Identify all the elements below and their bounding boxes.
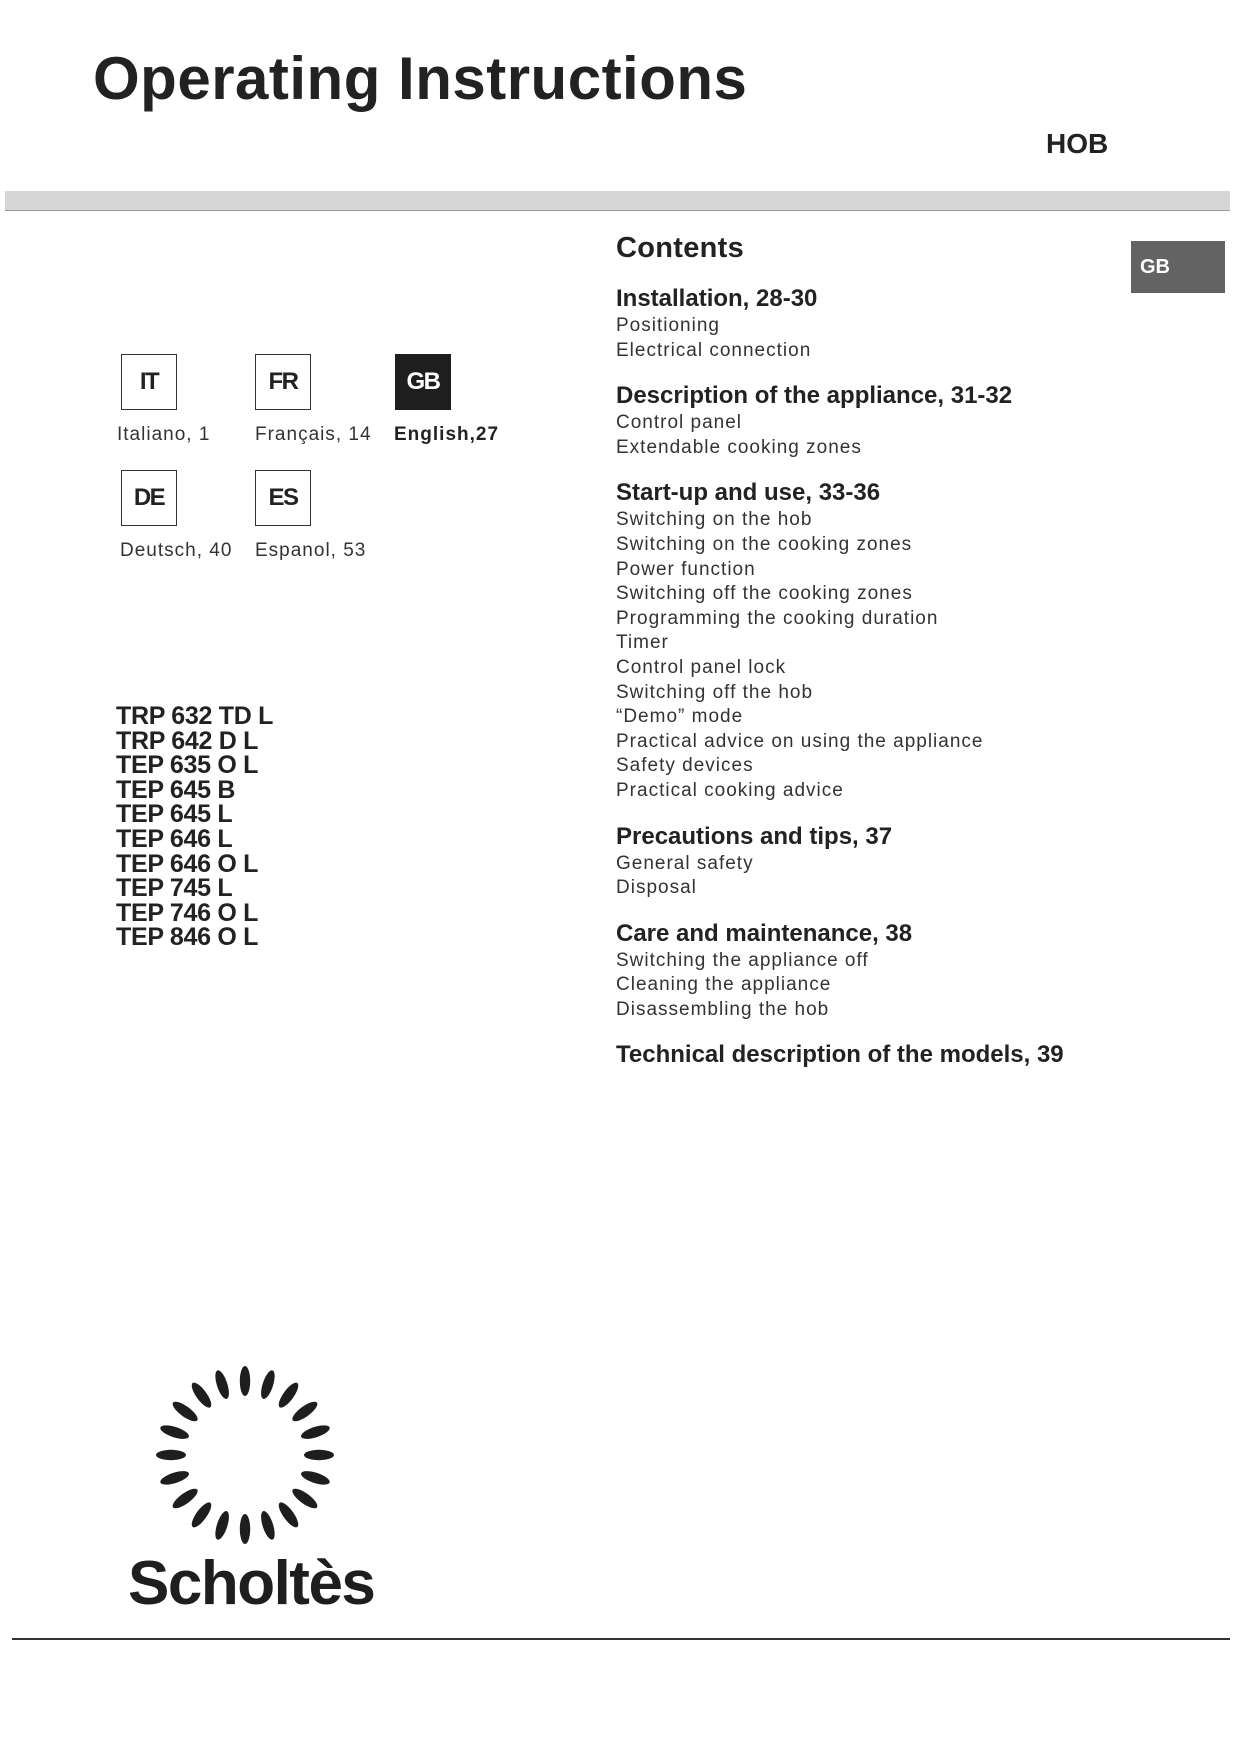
section-item: “Demo” mode [616, 706, 744, 728]
language-code-gb: GB [395, 354, 451, 410]
header-band [5, 191, 1230, 211]
model-item: TEP 846 O L [116, 923, 259, 952]
model-item: TRP 642 D L [116, 726, 259, 755]
section-heading: Precautions and tips, 37 [616, 822, 893, 850]
logo-ray [304, 1450, 334, 1460]
section-item: Programming the cooking duration [616, 607, 939, 629]
logo-ray [300, 1468, 332, 1487]
section-item: Switching the appliance off [616, 949, 869, 971]
section-item: Disassembling the hob [616, 998, 830, 1020]
section-item: Extendable cooking zones [616, 436, 862, 458]
model-item: TRP 632 TD L [116, 702, 274, 730]
logo-ray [275, 1380, 301, 1410]
section-item: Timer [616, 632, 669, 654]
footer-rule [12, 1638, 1230, 1640]
contents-section-technical [616, 1040, 1116, 1070]
logo-ray [188, 1500, 214, 1530]
section-heading: Start-up and use, 33-36 [616, 479, 881, 507]
section-heading: Description of the appliance, 31-32 [616, 382, 1013, 410]
contents-section-care [616, 919, 1116, 1023]
contents-section-startup [616, 478, 1116, 803]
logo-ray [156, 1450, 186, 1460]
product-type: HOB [1046, 128, 1109, 159]
model-item: TEP 646 L [116, 824, 233, 853]
contents-title: Contents [616, 232, 745, 264]
section-item: Switching on the hob [616, 509, 813, 531]
model-item: TEP 646 O L [116, 849, 259, 878]
logo-ray [258, 1510, 277, 1542]
section-item: Practical advice on using the appliance [616, 730, 984, 752]
logo-ray [170, 1485, 200, 1511]
language-label-de: Deutsch, 40 [120, 540, 233, 561]
logo-ray [240, 1514, 250, 1544]
section-item: Electrical connection [616, 339, 812, 361]
model-item: TEP 746 O L [116, 898, 259, 927]
language-label-es: Espanol, 53 [255, 540, 367, 561]
section-item: Control panel [616, 412, 743, 434]
language-label-gb: English,27 [394, 424, 500, 445]
contents-section-precautions [616, 822, 1116, 901]
sun-burst-icon [150, 1360, 340, 1550]
section-heading: Technical description of the models, 39 [616, 1041, 1064, 1069]
section-item: Practical cooking advice [616, 779, 844, 801]
brand-name: Scholtès [128, 1549, 375, 1618]
logo-ray [213, 1369, 232, 1401]
logo-ray [300, 1423, 332, 1442]
language-label-fr: Français, 14 [255, 424, 372, 445]
logo-ray [213, 1510, 232, 1542]
logo-ray [240, 1366, 250, 1396]
section-item: Switching off the hob [616, 681, 814, 703]
section-item: Switching off the cooking zones [616, 583, 913, 605]
section-item: Switching on the cooking zones [616, 533, 913, 555]
language-tab-gb: GB [1131, 241, 1225, 293]
language-label-it: Italiano, 1 [117, 424, 211, 445]
section-item: Cleaning the appliance [616, 974, 832, 996]
logo-ray [258, 1369, 277, 1401]
section-heading: Care and maintenance, 38 [616, 919, 913, 947]
table-of-contents [616, 232, 1116, 1088]
logo-ray [290, 1485, 320, 1511]
section-heading: Installation, 28-30 [616, 285, 818, 312]
page-title: Operating Instructions [93, 45, 748, 112]
language-code-it: IT [121, 354, 177, 410]
model-item: TEP 645 L [116, 800, 233, 829]
language-code-de: DE [121, 470, 177, 526]
section-item: Positioning [616, 315, 720, 336]
contents-section-installation [616, 284, 1116, 363]
model-item: TEP 745 L [116, 874, 233, 903]
section-item: Control panel lock [616, 656, 787, 678]
logo-ray [170, 1398, 200, 1424]
section-item: Power function [616, 558, 756, 580]
logo-ray [188, 1380, 214, 1410]
logo-ray [159, 1423, 191, 1442]
logo-ray [275, 1500, 301, 1530]
section-item: General safety [616, 852, 754, 874]
contents-section-description [616, 381, 1116, 460]
language-code-fr: FR [255, 354, 311, 410]
logo-ray [159, 1468, 191, 1487]
model-item: TEP 645 B [116, 775, 236, 804]
model-list [116, 704, 273, 950]
model-item: TEP 635 O L [116, 751, 259, 780]
logo-ray [290, 1398, 320, 1424]
language-code-es: ES [255, 470, 311, 526]
section-item: Safety devices [616, 755, 754, 777]
section-item: Disposal [616, 877, 697, 899]
